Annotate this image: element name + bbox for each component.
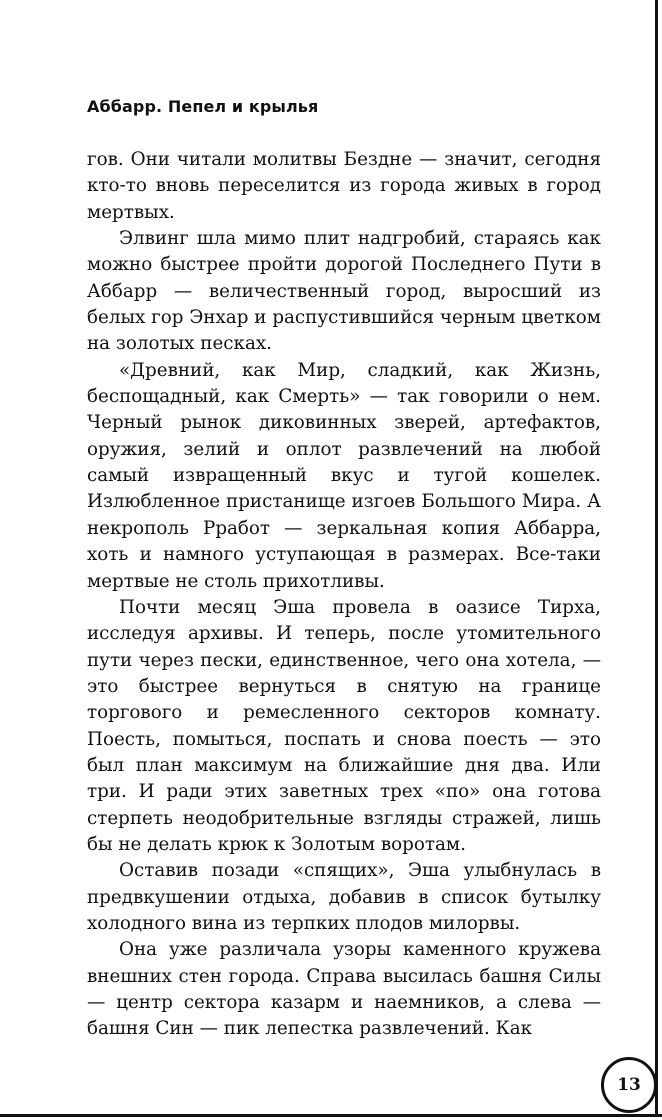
paragraph: Почти месяц Эша провела в оазисе Тирха, исследуя архивы. И теперь, после утомительного пути через пески, единственное, чего она хотела, — это быстрее вернуться в снятую на границе торгового и ремесленного секторов комнату. Поесть, помыться, поспать и снова поесть — это был план максимум на ближайшие дня два. Или три. И ради этих заветных трех «по» она готова стерпеть неодобрительные взгляды стражей, лишь бы не делать крюк к Золотым воротам. (87, 596, 601, 855)
paragraph: Элвинг шла мимо плит надгробий, стараясь как можно быстрее пройти дорогой Последнего Пути в Аббарр — величественный город, выросший из белых гор Энхар и распустившийся черным цветком на золотых песках. (87, 228, 601, 355)
body-text (87, 147, 601, 1043)
paragraph: Оставив позади «спящих», Эша улыбнулась в предвкушении отдыха, добавив в список бутылку холодного вина из терпких плодов милорвы. (87, 860, 601, 934)
page-edge-bottom (0, 1114, 662, 1117)
running-head: Аббарр. Пепел и крылья (87, 97, 319, 116)
paragraph: «Древний, как Мир, сладкий, как Жизнь, беспощадный, как Смерть» — так говорили о нем. Черный рынок диковинных зверей, артефактов, оружия, зелий и оплот развлечений на любой самый извращенный вкус и тугой кошелек. Излюбленное пристанище изгоев Большого Мира. А некрополь Рработ — зеркальная копия Аббарра, хоть и намного уступающая в размерах. Все-таки мертвые не столь прихотливы. (87, 359, 601, 592)
page-edge-right (655, 0, 658, 1117)
paragraph: Она уже различала узоры каменного кружева внешних стен города. Справа высилась башня Силы — центр сектора казарм и наемников, а слева — башня Син — пик лепестка развлечений. Как (87, 939, 601, 1040)
page-number-badge (601, 1057, 657, 1113)
page-number: 13 (617, 1074, 641, 1095)
paragraph: гов. Они читали молитвы Бездне — значит, сегодня кто-то вновь переселится из города живых в город мертвых. (87, 149, 601, 223)
